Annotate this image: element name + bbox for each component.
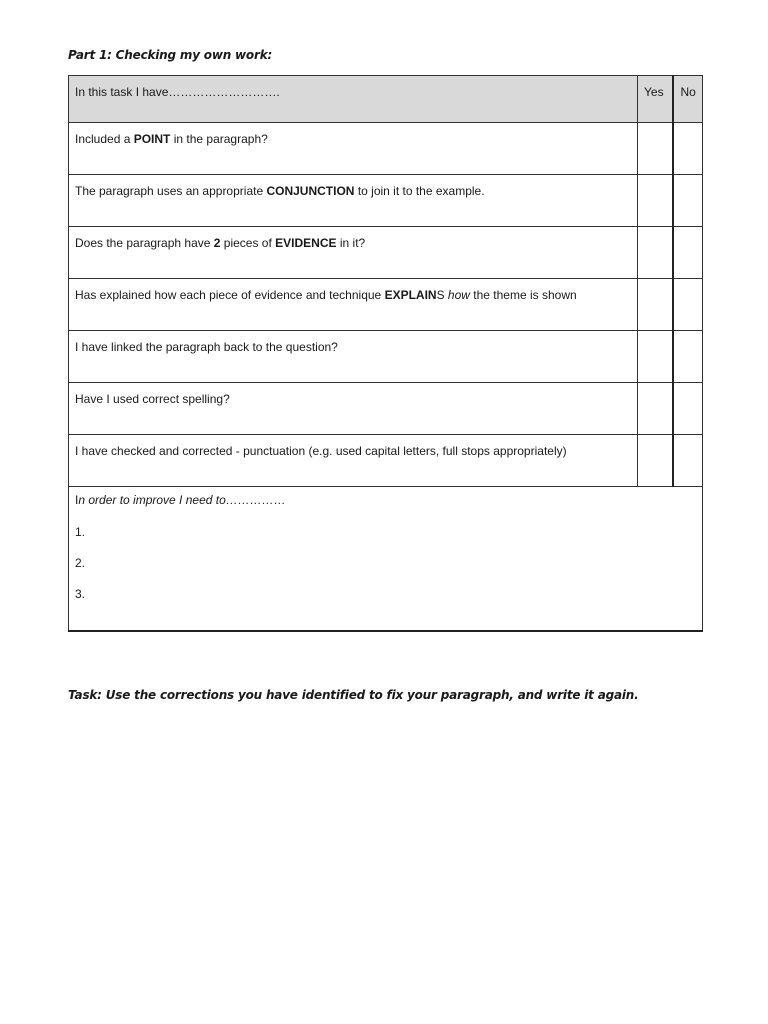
table-row	[69, 175, 703, 227]
yes-checkbox-cell[interactable]	[638, 279, 673, 331]
header-prompt: In this task I have……………………….	[75, 85, 280, 99]
improvement-row	[69, 487, 703, 631]
part-heading: Part 1: Checking my own work:	[68, 48, 273, 62]
question-keyword: CONJUNCTION	[266, 184, 355, 198]
no-column-header	[673, 76, 703, 123]
question-keyword: POINT	[133, 132, 171, 146]
question-text: in the paragraph?	[170, 132, 268, 146]
no-checkbox-cell[interactable]	[673, 175, 703, 227]
table-row	[69, 227, 703, 279]
no-checkbox-cell[interactable]	[673, 227, 703, 279]
question-text: the theme is shown	[469, 288, 577, 302]
improvement-cell[interactable]	[69, 487, 703, 631]
question-text: The paragraph uses an appropriate	[75, 184, 267, 198]
table-row	[69, 123, 703, 175]
table-row	[69, 383, 703, 435]
question-cell	[69, 175, 638, 227]
table-header-row	[69, 76, 703, 123]
question-text: pieces of	[220, 236, 276, 250]
question-cell	[69, 383, 638, 435]
yes-column-header	[638, 76, 673, 123]
no-checkbox-cell[interactable]	[673, 331, 703, 383]
yes-checkbox-cell[interactable]	[638, 123, 673, 175]
question-text: Has explained how each piece of evidence and technique	[75, 288, 385, 302]
yes-checkbox-cell[interactable]	[638, 331, 673, 383]
question-text: I have checked and corrected - punctuation (e.g. used capital letters, full stops appropriately)	[75, 444, 567, 458]
improvement-item: 2.	[75, 556, 86, 570]
question-emphasis: how	[447, 288, 470, 302]
improvement-item: 3.	[75, 587, 86, 601]
improvement-title	[75, 493, 696, 507]
yes-checkbox-cell[interactable]	[638, 435, 673, 487]
question-cell	[69, 227, 638, 279]
no-checkbox-cell[interactable]	[673, 123, 703, 175]
question-text: Included a	[75, 132, 134, 146]
question-text: to join it to the example.	[354, 184, 485, 198]
improvement-item: 1.	[75, 525, 86, 539]
question-cell	[69, 123, 638, 175]
improvement-title-text: n order to improve I need to……………	[78, 493, 286, 507]
question-text: S	[436, 288, 448, 302]
no-label: No	[680, 85, 696, 99]
question-text: I have linked the paragraph back to the question?	[75, 340, 338, 354]
yes-label: Yes	[644, 85, 664, 99]
question-text: Have I used correct spelling?	[75, 392, 230, 406]
yes-checkbox-cell[interactable]	[638, 227, 673, 279]
no-checkbox-cell[interactable]	[673, 435, 703, 487]
no-checkbox-cell[interactable]	[673, 279, 703, 331]
yes-checkbox-cell[interactable]	[638, 175, 673, 227]
question-text: Does the paragraph have	[75, 236, 214, 250]
table-row	[69, 435, 703, 487]
question-keyword: EVIDENCE	[275, 236, 337, 250]
table-row	[69, 279, 703, 331]
question-cell	[69, 435, 638, 487]
question-keyword: EXPLAIN	[384, 288, 437, 302]
question-cell	[69, 331, 638, 383]
task-instruction: Task: Use the corrections you have identified to fix your paragraph, and write it again.	[68, 688, 639, 702]
header-prompt-cell	[69, 76, 638, 123]
self-check-table	[68, 75, 703, 632]
no-checkbox-cell[interactable]	[673, 383, 703, 435]
question-cell	[69, 279, 638, 331]
improvement-title-initial: I	[75, 493, 79, 507]
question-text: in it?	[336, 236, 366, 250]
table-row	[69, 331, 703, 383]
question-keyword: 2	[213, 236, 221, 250]
yes-checkbox-cell[interactable]	[638, 383, 673, 435]
